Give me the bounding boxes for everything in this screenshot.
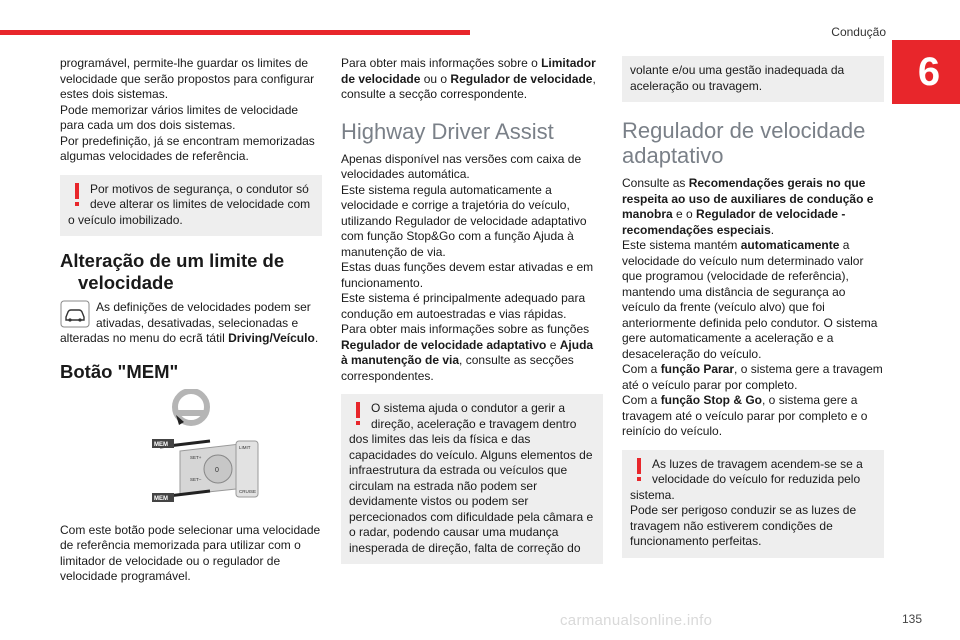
warning-text: O sistema ajuda o condutor a gerir a direção, aceleração e travagem dentro	[371, 401, 577, 431]
text: Para obter mais informações sobre as funções	[341, 322, 590, 336]
warning-note	[622, 450, 884, 558]
car-settings-icon	[60, 300, 90, 328]
paragraph: Pode memorizar vários limites de velocidade para cada um dos dois sistemas.	[60, 102, 299, 132]
paragraph	[622, 393, 884, 440]
warning-text: o veículo imobilizado.	[68, 212, 183, 227]
text: e o	[672, 207, 697, 221]
steering-wheel-icon	[175, 391, 207, 425]
set-minus-label: SET–	[190, 476, 202, 482]
warning-text: As luzes de travagem acendem-se se a velocidade do veículo for reduzida pelo	[652, 456, 863, 486]
cruise-label: CRUISE	[239, 488, 257, 494]
bold-term: Regulador de velocidade - recomendações especiais	[622, 207, 846, 237]
warning-note	[341, 394, 603, 564]
text: , consulte a secção correspondente.	[341, 71, 596, 101]
warning-text: Por motivos de segurança, o condutor só deve alterar os limites de velocidade com	[90, 181, 311, 211]
text: ou o	[420, 71, 451, 86]
heading-line: velocidade	[78, 272, 174, 293]
text: Com a	[622, 393, 661, 407]
text: a velocidade do veículo num determinado valor que programou (velocidade de referência), mantendo uma distância de segurança ao veículo da frente (veículo alvo) que foi anteriormente definida pelo condutor. O sistema gere automaticamente a aceleração e a desaceleração do veículo.	[622, 238, 878, 361]
paragraph	[341, 56, 603, 103]
watermark: carmanualsonline.info	[560, 612, 713, 629]
warning-text: dos limites das leis da física e das capacidades do veículo. Alguns elementos de infraestrutura da estrada ou veículos que circulam na estrada não podem ser devidamente vistos ou podem ser percecionados com dificuldade pela câmara e o radar, podendo causar uma mudança inesperada de direção, falta de correção do	[349, 432, 594, 555]
warning-text: sistema.	[630, 487, 675, 502]
settings-note	[60, 300, 322, 331]
text: .	[770, 222, 775, 237]
section-heading: Highway Driver Assist	[341, 118, 554, 144]
bold-term: Recomendações gerais no que respeita ao uso de auxiliares de condução e manobra	[622, 176, 874, 221]
paragraph: As definições de velocidades podem ser ativadas, desativadas, selecionadas e	[96, 300, 311, 330]
paragraph: Com este botão pode selecionar uma velocidade de referência memorizada para utilizar com o limitador de velocidade ou o regulador de velocidade programável.	[60, 522, 321, 583]
bold-term: função Stop & Go	[660, 393, 763, 407]
text: , o sistema gere a travagem até o veículo parar por completo e o reinício do veículo.	[622, 393, 868, 438]
paragraph: Este sistema regula automaticamente a velocidade e corrige a trajetória do veículo, utilizando Regulador de velocidade adaptativo com função Stop&Go com a função Ajuda à manutenção de via.	[341, 182, 587, 259]
warning-text: Pode ser perigoso conduzir se as luzes de travagem não estiverem condições de funcionamento perfeitas.	[630, 503, 857, 548]
paragraph	[341, 322, 603, 384]
limit-label: LIMIT	[239, 444, 251, 450]
heading-line: Alteração de um limite de	[60, 250, 285, 271]
stalk-control-drawing	[60, 389, 322, 517]
text: alteradas no menu do ecrã tátil	[60, 331, 229, 345]
text: Para obter mais informações sobre o	[341, 56, 542, 70]
warning-text: volante e/ou uma gestão inadequada da aceleração ou travagem.	[630, 63, 845, 93]
bold-term: Regulador de velocidade	[450, 71, 593, 86]
stalk-control-illustration	[60, 389, 322, 517]
paragraph	[622, 238, 884, 362]
page-number: 135	[901, 612, 922, 626]
mem-label-top: MEM	[154, 441, 168, 448]
section-heading: Botão "MEM"	[60, 360, 179, 382]
warning-mark-icon	[636, 458, 641, 482]
bold-term: Limitador de velocidade	[341, 56, 596, 86]
text: Com a	[622, 362, 661, 376]
menu-path: Driving/Veículo	[228, 331, 315, 345]
text: Consulte as	[622, 176, 689, 190]
chapter-tab: 6	[892, 40, 960, 104]
warning-note-continued	[622, 56, 884, 102]
bold-term: automaticamente	[740, 238, 840, 252]
bold-term: Regulador de velocidade adaptativo	[341, 337, 547, 352]
section-heading	[60, 250, 322, 294]
paragraph: Por predefinição, já se encontram memorizadas algumas velocidades de referência.	[60, 133, 315, 163]
paragraph: Apenas disponível nas versões com caixa de velocidades automática.	[341, 151, 582, 181]
text: e	[546, 337, 560, 352]
text: Este sistema mantém	[622, 238, 741, 252]
text: , o sistema gere a travagem até o veículo parar por completo.	[622, 362, 883, 392]
paragraph	[622, 362, 884, 393]
column-2	[341, 56, 603, 574]
warning-mark-icon	[355, 402, 360, 426]
paragraph: Este sistema é principalmente adequado para condução em autoestradas e vias rápidas.	[341, 291, 586, 321]
mem-label-bottom: MEM	[154, 495, 168, 502]
warning-mark-icon	[74, 183, 79, 207]
column-1	[60, 56, 322, 585]
text: , consulte as secções correspondentes.	[341, 353, 574, 383]
header-accent-bar	[0, 30, 470, 35]
text: .	[314, 331, 319, 345]
section-heading: Regulador de velocidade adaptativo	[622, 118, 866, 168]
paragraph: programável, permite-lhe guardar os limites de velocidade que serão propostos para configurar estes dois sistemas.	[60, 56, 315, 101]
warning-note	[60, 175, 322, 237]
column-3	[622, 56, 884, 568]
section-title: Condução	[831, 25, 886, 39]
paragraph	[622, 176, 884, 238]
paragraph: Estas duas funções devem estar ativadas e em funcionamento.	[341, 260, 594, 290]
set-plus-label: SET+	[190, 454, 202, 460]
bold-term: função Parar	[660, 362, 735, 376]
paragraph	[60, 331, 322, 347]
zero-label: 0	[215, 466, 219, 474]
bold-term: Ajuda à manutenção de via	[341, 337, 594, 367]
